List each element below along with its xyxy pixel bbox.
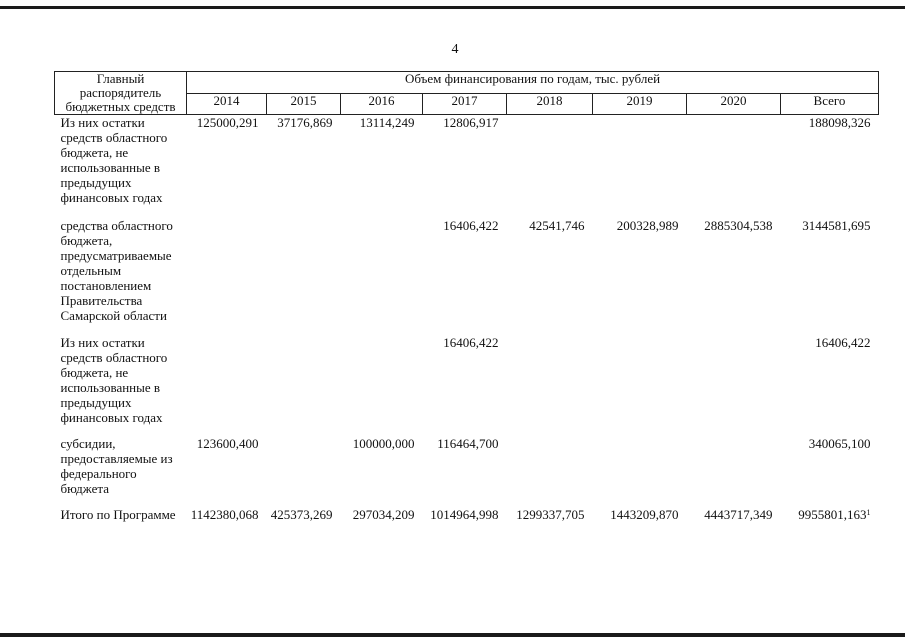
- table-cell: [507, 115, 593, 219]
- footnote-marker: 1: [866, 508, 871, 517]
- table-row: [55, 115, 879, 219]
- table-cell: 4443717,349: [704, 507, 773, 522]
- financing-table: [54, 71, 879, 527]
- header-year: 2015: [267, 93, 341, 115]
- header-budget-manager: Главный распорядитель бюджетных средств: [55, 72, 187, 115]
- table-cell: 42541,746: [529, 218, 585, 233]
- header-financing-volume: Объем финансирования по годам, тыс. рублей: [187, 72, 879, 94]
- table-cell: 13114,249: [359, 115, 415, 130]
- table-row: [55, 436, 879, 507]
- table-cell: [341, 335, 423, 436]
- table-cell: [507, 335, 593, 436]
- table-cell: 1299337,705: [516, 507, 585, 522]
- table-cell: 1014964,998: [430, 507, 499, 522]
- row-label: средства областного бюджета, предусматриваемые отдельным постановлением Правительства Самарской области: [60, 218, 173, 323]
- header-year: 2017: [423, 93, 507, 115]
- bottom-border-line: [0, 633, 905, 637]
- table-cell: [187, 335, 267, 436]
- table-cell: 123600,400: [196, 436, 259, 451]
- table-cell: 1142380,068: [190, 507, 259, 522]
- table-cell: 12806,917: [443, 115, 499, 130]
- table-cell: 116464,700: [437, 436, 499, 451]
- page-number: 4: [451, 42, 459, 57]
- table-cell: [593, 436, 687, 507]
- table-cell: [507, 436, 593, 507]
- top-border-line: [0, 6, 905, 9]
- table-cell: [593, 115, 687, 219]
- header-year: 2019: [593, 93, 687, 115]
- table-row-total: [55, 507, 879, 527]
- table-cell: 37176,869: [277, 115, 333, 130]
- table-cell: 16406,422: [443, 335, 499, 350]
- header-year: 2020: [687, 93, 781, 115]
- table-cell: 425373,269: [270, 507, 333, 522]
- table-cell: [687, 436, 781, 507]
- row-label: субсидии, предоставляемые из федерального бюджета: [60, 436, 173, 496]
- table-cell-total: 16406,422: [815, 335, 871, 350]
- grand-total-value: 9955801,163: [798, 507, 867, 522]
- table-cell: 2885304,538: [704, 218, 773, 233]
- table-cell: 1443209,870: [610, 507, 679, 522]
- header-total: Всего: [781, 93, 879, 115]
- table-cell: [267, 335, 341, 436]
- table-cell: [341, 218, 423, 335]
- table-cell: 297034,209: [352, 507, 415, 522]
- table-cell: [267, 218, 341, 335]
- header-year: 2018: [507, 93, 593, 115]
- table-cell: [267, 436, 341, 507]
- row-label: Из них остатки средств областного бюджета, не использованные в предыдущих финансовых годах: [60, 115, 168, 205]
- table-cell-total: 3144581,695: [802, 218, 871, 233]
- table-row: [55, 335, 879, 436]
- table-cell: [187, 218, 267, 335]
- table-cell: 125000,291: [196, 115, 259, 130]
- row-label: Итого по Программе: [60, 507, 176, 522]
- header-year: 2016: [341, 93, 423, 115]
- table-cell: [687, 115, 781, 219]
- table-cell: 16406,422: [443, 218, 499, 233]
- row-label: Из них остатки средств областного бюджета, не использованные в предыдущих финансовых годах: [60, 335, 168, 425]
- header-year: 2014: [187, 93, 267, 115]
- table-cell: [687, 335, 781, 436]
- table-cell-grand-total: [781, 507, 879, 527]
- table-row: [55, 218, 879, 335]
- table-cell: 100000,000: [352, 436, 415, 451]
- table-cell-total: 188098,326: [808, 115, 871, 130]
- table-cell: 200328,989: [616, 218, 679, 233]
- table-cell: [593, 335, 687, 436]
- table-cell-total: 340065,100: [808, 436, 871, 451]
